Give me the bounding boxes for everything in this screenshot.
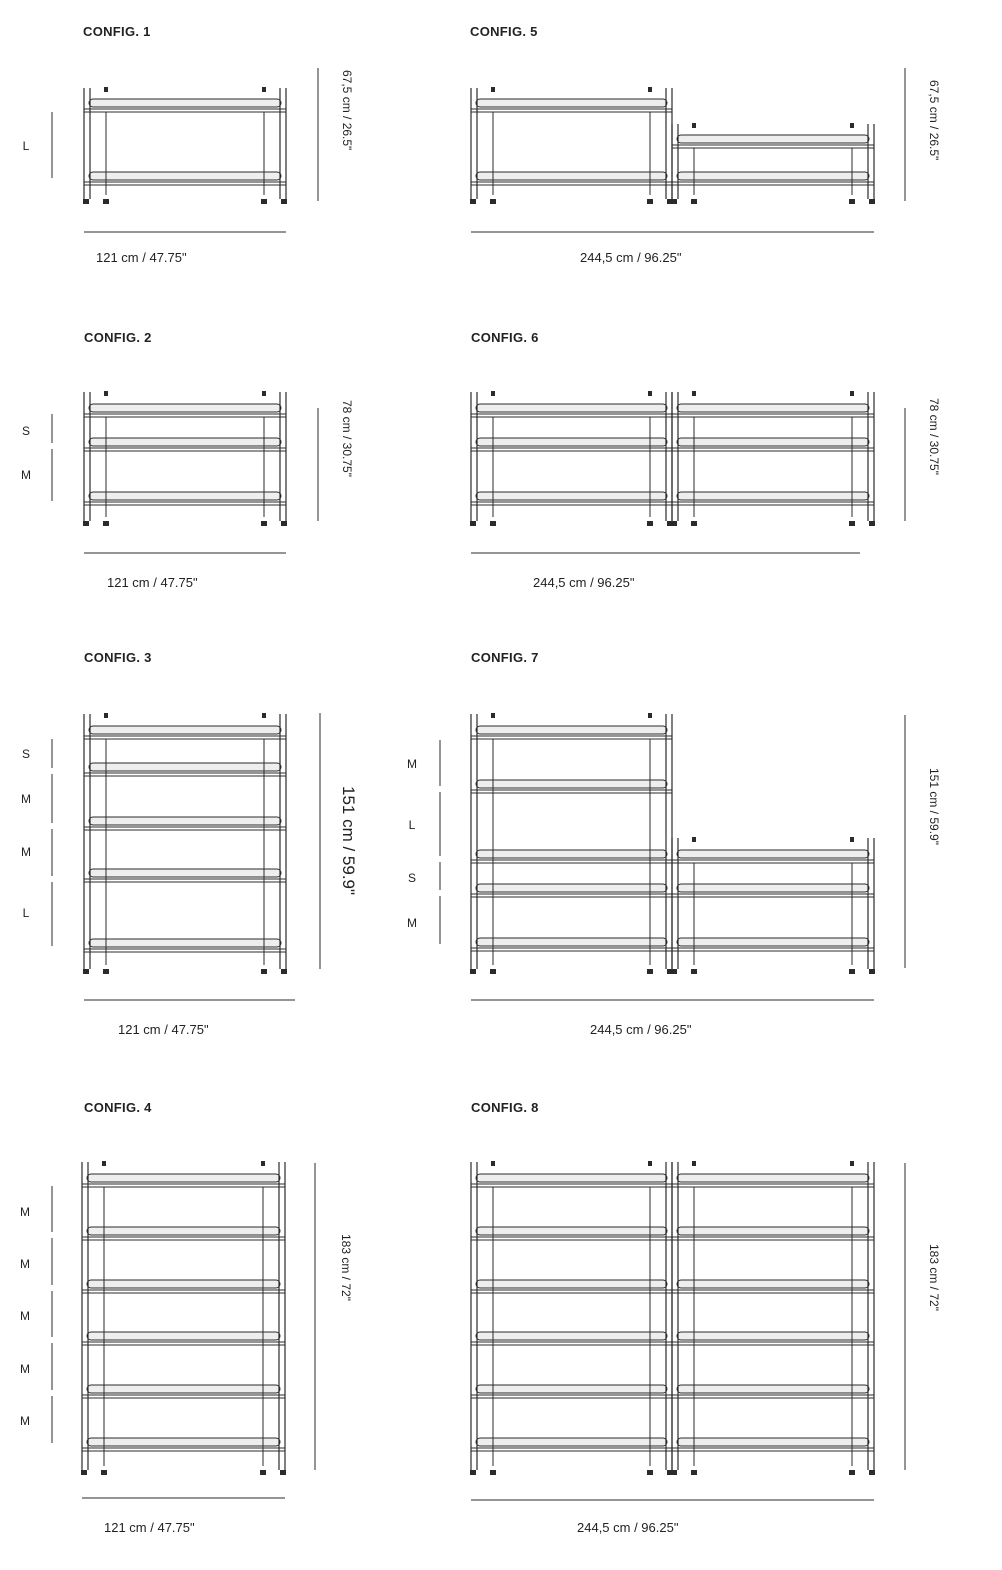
config-5-width-label: 244,5 cm / 96.25" <box>580 250 682 265</box>
config-2-title: CONFIG. 2 <box>84 330 152 345</box>
config-2-width-label: 121 cm / 47.75" <box>107 575 198 590</box>
config-8-unit-a-shelf-plank <box>476 1332 667 1340</box>
config-8-unit-b-foot <box>849 1470 855 1475</box>
config-7-shelf-size-label: S <box>407 871 416 885</box>
config-7-unit-a-foot <box>490 969 496 974</box>
config-1-unit-shelf-plank <box>89 172 281 180</box>
config-3-height-label: 151 cm / 59.9" <box>339 786 358 896</box>
config-4-unit-foot <box>81 1470 87 1475</box>
config-2-unit-post-cap <box>262 391 266 396</box>
config-7-shelf-size-label: M <box>407 757 417 771</box>
config-1-unit-post-cap <box>104 87 108 92</box>
config-5-unit-a-shelf-plank <box>476 172 667 180</box>
config-2-unit-shelf-plank <box>89 492 281 500</box>
config-7-height-label: 151 cm / 59.9" <box>927 768 941 845</box>
config-7-unit-b-foot <box>849 969 855 974</box>
config-1-unit-foot <box>261 199 267 204</box>
config-4-unit-shelf-plank <box>87 1227 280 1235</box>
config-8-unit-b-shelf-plank <box>677 1385 869 1393</box>
config-4-shelf-size-label: M <box>20 1414 30 1428</box>
config-7-unit-b-foot <box>691 969 697 974</box>
config-3-unit-shelf-plank <box>89 869 281 877</box>
config-4-shelf-size-label: M <box>20 1362 30 1376</box>
config-7-unit-b-shelf-plank <box>677 938 869 946</box>
config-7-title: CONFIG. 7 <box>471 650 539 665</box>
config-6-title: CONFIG. 6 <box>471 330 539 345</box>
config-7-unit-b-foot <box>671 969 677 974</box>
config-2-unit-foot <box>261 521 267 526</box>
config-4-shelf-size-label: M <box>20 1309 30 1323</box>
config-8-unit-a-foot <box>470 1470 476 1475</box>
config-8-unit-b-shelf-plank <box>677 1174 869 1182</box>
config-6-unit-a-foot <box>647 521 653 526</box>
config-7-width-label: 244,5 cm / 96.25" <box>590 1022 692 1037</box>
config-5-unit-a-foot <box>490 199 496 204</box>
config-3-unit-shelf-plank <box>89 817 281 825</box>
config-3-shelf-size-label: S <box>21 747 30 761</box>
config-2-unit-post-cap <box>104 391 108 396</box>
config-4-unit-post-cap <box>261 1161 265 1166</box>
config-7-unit-a-post-cap <box>491 713 495 718</box>
config-3-shelf-size-label: M <box>21 792 31 806</box>
config-6-unit-b-post-cap <box>850 391 854 396</box>
config-7-unit-b-shelf-plank <box>677 850 869 858</box>
config-4-unit-shelf-plank <box>87 1385 280 1393</box>
config-5-unit-a-foot <box>647 199 653 204</box>
config-6-unit-a-foot <box>490 521 496 526</box>
config-6-unit-a-shelf-plank <box>476 492 667 500</box>
config-7-unit-a-shelf-plank <box>476 884 667 892</box>
config-1-shelf-size-label: L <box>22 139 30 153</box>
config-4-shelf-size-label: M <box>20 1257 30 1271</box>
config-7-unit-b-foot <box>869 969 875 974</box>
config-3-shelf-size-label: L <box>22 906 30 920</box>
config-6-unit-b-shelf-plank <box>677 404 869 412</box>
config-3-unit-shelf-plank <box>89 726 281 734</box>
config-8-unit-a-shelf-plank <box>476 1174 667 1182</box>
config-7-shelf-size-label: L <box>408 818 416 832</box>
config-8-unit-b-foot <box>869 1470 875 1475</box>
config-5-unit-a-post-cap <box>491 87 495 92</box>
config-8-height-label: 183 cm / 72" <box>927 1244 941 1311</box>
config-5-unit-b-foot <box>671 199 677 204</box>
config-1-unit-foot <box>83 199 89 204</box>
config-7-unit-a-foot <box>470 969 476 974</box>
config-1-unit-foot <box>103 199 109 204</box>
config-8-unit-a-post-cap <box>648 1161 652 1166</box>
config-5-unit-b-shelf-plank <box>677 135 869 143</box>
config-6-unit-b-foot <box>691 521 697 526</box>
config-6-unit-b-post-cap <box>692 391 696 396</box>
config-5-unit-b-foot <box>691 199 697 204</box>
config-4-width-label: 121 cm / 47.75" <box>104 1520 195 1535</box>
config-8-unit-a-shelf-plank <box>476 1227 667 1235</box>
config-3-unit-foot <box>261 969 267 974</box>
config-8-unit-b-post-cap <box>850 1161 854 1166</box>
config-1-unit-shelf-plank <box>89 99 281 107</box>
config-2-height-label: 78 cm / 30.75" <box>340 400 354 477</box>
config-3-unit-shelf-plank <box>89 763 281 771</box>
config-3-unit-post-cap <box>104 713 108 718</box>
config-6-unit-a-shelf-plank <box>476 438 667 446</box>
config-1-title: CONFIG. 1 <box>83 24 151 39</box>
config-8-unit-a-shelf-plank <box>476 1280 667 1288</box>
config-2-unit-foot <box>103 521 109 526</box>
config-7-unit-a-foot <box>647 969 653 974</box>
config-6-unit-b-foot <box>671 521 677 526</box>
config-5-unit-a-foot <box>470 199 476 204</box>
config-4-unit-foot <box>260 1470 266 1475</box>
config-4-unit-shelf-plank <box>87 1438 280 1446</box>
config-2-unit-foot <box>281 521 287 526</box>
config-6-unit-b-foot <box>869 521 875 526</box>
config-3-unit-foot <box>103 969 109 974</box>
config-3-width-label: 121 cm / 47.75" <box>118 1022 209 1037</box>
config-5-unit-b-shelf-plank <box>677 172 869 180</box>
config-7-unit-a-post-cap <box>648 713 652 718</box>
config-3-shelf-size-label: M <box>21 845 31 859</box>
config-6-unit-a-shelf-plank <box>476 404 667 412</box>
config-8-unit-b-post-cap <box>692 1161 696 1166</box>
config-4-unit-foot <box>280 1470 286 1475</box>
config-5-unit-a-post-cap <box>648 87 652 92</box>
config-2-unit-foot <box>83 521 89 526</box>
config-4-unit-post-cap <box>102 1161 106 1166</box>
config-5-height-label: 67,5 cm / 26.5" <box>927 80 941 161</box>
config-6-unit-b-shelf-plank <box>677 438 869 446</box>
config-3-unit-foot <box>281 969 287 974</box>
config-6-unit-b-foot <box>849 521 855 526</box>
config-6-unit-a-post-cap <box>648 391 652 396</box>
config-1-height-label: 67,5 cm / 26.5" <box>340 70 354 151</box>
config-8-unit-b-shelf-plank <box>677 1280 869 1288</box>
config-8-unit-a-foot <box>490 1470 496 1475</box>
config-7-unit-a-shelf-plank <box>476 938 667 946</box>
config-2-unit-shelf-plank <box>89 404 281 412</box>
config-3-unit-shelf-plank <box>89 939 281 947</box>
config-6-unit-a-foot <box>470 521 476 526</box>
config-8-unit-b-foot <box>671 1470 677 1475</box>
config-5-unit-b-post-cap <box>692 123 696 128</box>
config-8-unit-b-foot <box>691 1470 697 1475</box>
config-5-unit-a-shelf-plank <box>476 99 667 107</box>
config-4-title: CONFIG. 4 <box>84 1100 152 1115</box>
config-8-unit-a-shelf-plank <box>476 1438 667 1446</box>
config-1-unit-post-cap <box>262 87 266 92</box>
config-6-unit-a-post-cap <box>491 391 495 396</box>
config-4-height-label: 183 cm / 72" <box>339 1234 353 1301</box>
config-1-width-label: 121 cm / 47.75" <box>96 250 187 265</box>
config-7-unit-b-post-cap <box>692 837 696 842</box>
config-8-unit-a-shelf-plank <box>476 1385 667 1393</box>
config-8-unit-b-shelf-plank <box>677 1227 869 1235</box>
config-4-unit-shelf-plank <box>87 1280 280 1288</box>
config-3-title: CONFIG. 3 <box>84 650 152 665</box>
config-7-unit-a-shelf-plank <box>476 726 667 734</box>
config-5-title: CONFIG. 5 <box>470 24 538 39</box>
config-7-unit-b-post-cap <box>850 837 854 842</box>
config-8-unit-b-shelf-plank <box>677 1438 869 1446</box>
config-8-unit-b-shelf-plank <box>677 1332 869 1340</box>
config-7-unit-a-shelf-plank <box>476 780 667 788</box>
config-4-unit-shelf-plank <box>87 1174 280 1182</box>
config-2-shelf-size-label: S <box>21 424 30 438</box>
config-8-unit-a-post-cap <box>491 1161 495 1166</box>
config-4-unit-shelf-plank <box>87 1332 280 1340</box>
config-8-width-label: 244,5 cm / 96.25" <box>577 1520 679 1535</box>
config-2-shelf-size-label: M <box>21 468 31 482</box>
config-6-height-label: 78 cm / 30.75" <box>927 398 941 475</box>
config-1-unit-foot <box>281 199 287 204</box>
config-5-unit-b-foot <box>849 199 855 204</box>
config-4-unit-foot <box>101 1470 107 1475</box>
config-8-title: CONFIG. 8 <box>471 1100 539 1115</box>
config-8-unit-a-foot <box>647 1470 653 1475</box>
config-2-unit-shelf-plank <box>89 438 281 446</box>
config-6-unit-b-shelf-plank <box>677 492 869 500</box>
config-7-unit-b-shelf-plank <box>677 884 869 892</box>
config-7-shelf-size-label: M <box>407 916 417 930</box>
config-7-unit-a-shelf-plank <box>476 850 667 858</box>
config-3-unit-foot <box>83 969 89 974</box>
config-5-unit-b-foot <box>869 199 875 204</box>
config-4-shelf-size-label: M <box>20 1205 30 1219</box>
config-3-unit-post-cap <box>262 713 266 718</box>
config-6-width-label: 244,5 cm / 96.25" <box>533 575 635 590</box>
config-5-unit-b-post-cap <box>850 123 854 128</box>
